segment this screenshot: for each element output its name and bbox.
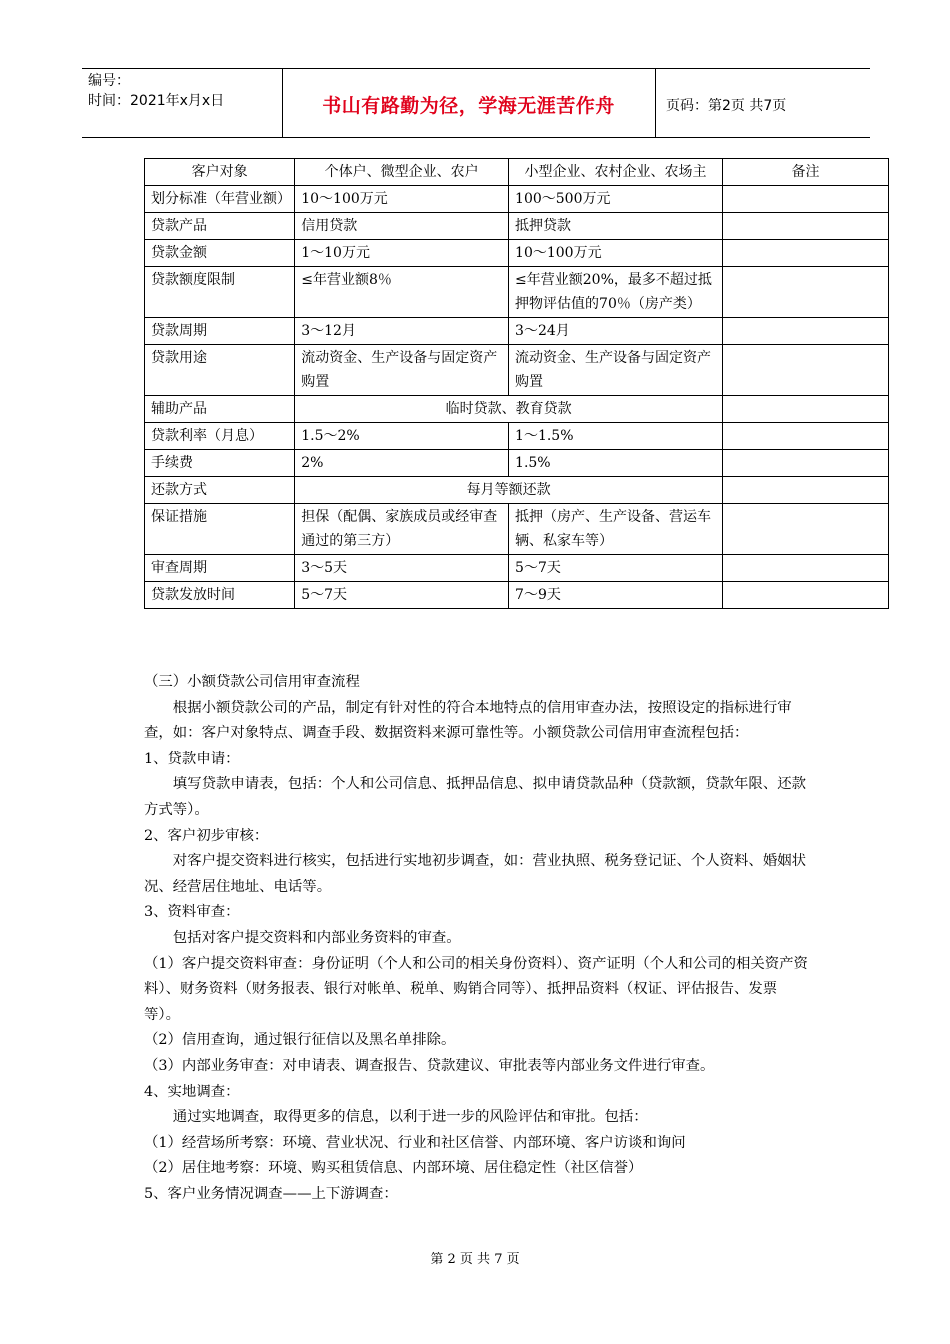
table-cell: 5～7天 bbox=[295, 582, 509, 609]
paragraph: 5、客户业务情况调查——上下游调查： bbox=[144, 1185, 398, 1202]
table-cell: 5～7天 bbox=[509, 555, 723, 582]
header-cell: 个体户、微型企业、农户 bbox=[295, 159, 509, 186]
paragraph: 根据小额贷款公司的产品，制定有针对性的符合本地特点的信用审查办法，按照设定的指标进行审查，如：客户对象特点、调查手段、数据资料来源可靠性等。小额贷款公司信用审查流程包括： bbox=[144, 699, 792, 742]
table-header-row bbox=[145, 159, 889, 186]
table-cell bbox=[722, 477, 888, 504]
paragraph: 对客户提交资料进行核实，包括进行实地初步调查，如：营业执照、税务登记证、个人资料、婚姻状况、经营居住地址、电话等。 bbox=[144, 853, 806, 895]
table-cell: 10～100万元 bbox=[295, 186, 509, 213]
paragraph: （3）内部业务审查：对申请表、调查报告、贷款建议、审批表等内部业务文件进行审查。 bbox=[144, 1057, 715, 1074]
table-cell: 流动资金、生产设备与固定资产购置 bbox=[295, 345, 509, 396]
table-cell: 审查周期 bbox=[145, 555, 295, 582]
document-number: 编号： bbox=[88, 73, 130, 89]
table-cell bbox=[722, 396, 888, 423]
table-row bbox=[145, 450, 889, 477]
table-cell bbox=[722, 318, 888, 345]
table-cell: 贷款利率（月息） bbox=[145, 423, 295, 450]
paragraph: 填写贷款申请表，包括：个人和公司信息、抵押品信息、拟申请贷款品种（贷款额，贷款年限、还款方式等）。 bbox=[144, 776, 806, 818]
table-cell: 划分标准（年营业额） bbox=[145, 186, 295, 213]
table-cell bbox=[722, 240, 888, 267]
header-cell: 客户对象 bbox=[145, 159, 295, 186]
table-row bbox=[145, 240, 889, 267]
paragraph: （2）信用查询，通过银行征信以及黑名单排除。 bbox=[144, 1032, 456, 1049]
paragraph: （1）客户提交资料审查：身份证明（个人和公司的相关身份资料）、资产证明（个人和公司的相关资产资料）、财务资料（财务报表、银行对帐单、税单、购销合同等）、抵押品资料（权证、评估报告、发票等）。 bbox=[144, 955, 808, 1023]
table-cell: 1.5% bbox=[509, 450, 723, 477]
table-cell bbox=[722, 267, 888, 318]
table-cell bbox=[722, 186, 888, 213]
table-row bbox=[145, 423, 889, 450]
table-row bbox=[145, 477, 889, 504]
table-cell: 信用贷款 bbox=[295, 213, 509, 240]
table-cell: 3～24月 bbox=[509, 318, 723, 345]
table-cell: 贷款产品 bbox=[145, 213, 295, 240]
table-row bbox=[145, 396, 889, 423]
table-cell bbox=[722, 582, 888, 609]
table-cell: 流动资金、生产设备与固定资产购置 bbox=[509, 345, 723, 396]
table-cell: 1.5～2% bbox=[295, 423, 509, 450]
header-motto: 书山有路勤为径，学海无涯苦作舟 bbox=[322, 95, 615, 117]
paragraph: 包括对客户提交资料和内部业务资料的审查。 bbox=[172, 929, 461, 946]
paragraph: （2）居住地考察：环境、购买租赁信息、内部环境、居住稳定性（社区信誉） bbox=[144, 1160, 643, 1177]
paragraph: 2、客户初步审核： bbox=[144, 827, 269, 844]
table-cell: 临时贷款、教育贷款 bbox=[295, 396, 723, 423]
document-date: 时间：2021年x月x日 bbox=[88, 93, 225, 109]
table-row bbox=[145, 504, 889, 555]
table-cell bbox=[722, 504, 888, 555]
loan-comparison-table bbox=[144, 158, 889, 609]
table-cell: 贷款用途 bbox=[145, 345, 295, 396]
paragraph: 3、资料审查： bbox=[144, 904, 240, 921]
table-cell: 贷款周期 bbox=[145, 318, 295, 345]
table-row bbox=[145, 345, 889, 396]
table-cell: ≤年营业额20%，最多不超过抵押物评估值的70％（房产类） bbox=[509, 267, 723, 318]
table-row bbox=[145, 213, 889, 240]
page-header bbox=[82, 68, 870, 138]
table-row bbox=[145, 555, 889, 582]
table-row bbox=[145, 267, 889, 318]
table-cell: 贷款金额 bbox=[145, 240, 295, 267]
table-cell: 抵押（房产、生产设备、营运车辆、私家车等） bbox=[509, 504, 723, 555]
page-footer: 第 2 页 共 7 页 bbox=[430, 1252, 520, 1267]
table-cell: 担保（配偶、家族成员或经审查通过的第三方） bbox=[295, 504, 509, 555]
table-cell: 1～1.5% bbox=[509, 423, 723, 450]
header-page-number: 页码：第2页 共7页 bbox=[666, 98, 787, 114]
table-cell bbox=[722, 423, 888, 450]
table-row bbox=[145, 186, 889, 213]
table-cell: 辅助产品 bbox=[145, 396, 295, 423]
header-divider bbox=[655, 69, 656, 137]
table-row bbox=[145, 582, 889, 609]
table-cell: 10～100万元 bbox=[509, 240, 723, 267]
table-cell: 贷款额度限制 bbox=[145, 267, 295, 318]
paragraph: 通过实地调查，取得更多的信息，以利于进一步的风险评估和审批。包括： bbox=[172, 1109, 648, 1126]
table-cell: 贷款发放时间 bbox=[145, 582, 295, 609]
table-cell: 手续费 bbox=[145, 450, 295, 477]
table-cell: 7～9天 bbox=[509, 582, 723, 609]
table-row bbox=[145, 318, 889, 345]
table-cell: ≤年营业额8％ bbox=[295, 267, 509, 318]
table-cell: 2% bbox=[295, 450, 509, 477]
table-cell: 保证措施 bbox=[145, 504, 295, 555]
table-cell: 每月等额还款 bbox=[295, 477, 723, 504]
table-cell bbox=[722, 345, 888, 396]
header-meta bbox=[88, 71, 224, 111]
table-cell: 3～5天 bbox=[295, 555, 509, 582]
header-cell: 备注 bbox=[722, 159, 888, 186]
paragraph: （三）小额贷款公司信用审查流程 bbox=[144, 674, 360, 690]
table-cell: 3～12月 bbox=[295, 318, 509, 345]
table-cell: 100～500万元 bbox=[509, 186, 723, 213]
document-body bbox=[144, 670, 809, 1207]
table-cell bbox=[722, 213, 888, 240]
table-cell: 抵押贷款 bbox=[509, 213, 723, 240]
header-cell: 小型企业、农村企业、农场主 bbox=[509, 159, 723, 186]
table-cell: 还款方式 bbox=[145, 477, 295, 504]
table-cell: 1～10万元 bbox=[295, 240, 509, 267]
table-cell bbox=[722, 450, 888, 477]
table-cell bbox=[722, 555, 888, 582]
header-divider bbox=[282, 69, 283, 137]
paragraph: 4、实地调查： bbox=[144, 1083, 240, 1100]
paragraph: 1、贷款申请： bbox=[144, 750, 240, 767]
paragraph: （1）经营场所考察：环境、营业状况、行业和社区信誉、内部环境、客户访谈和询问 bbox=[144, 1134, 686, 1151]
